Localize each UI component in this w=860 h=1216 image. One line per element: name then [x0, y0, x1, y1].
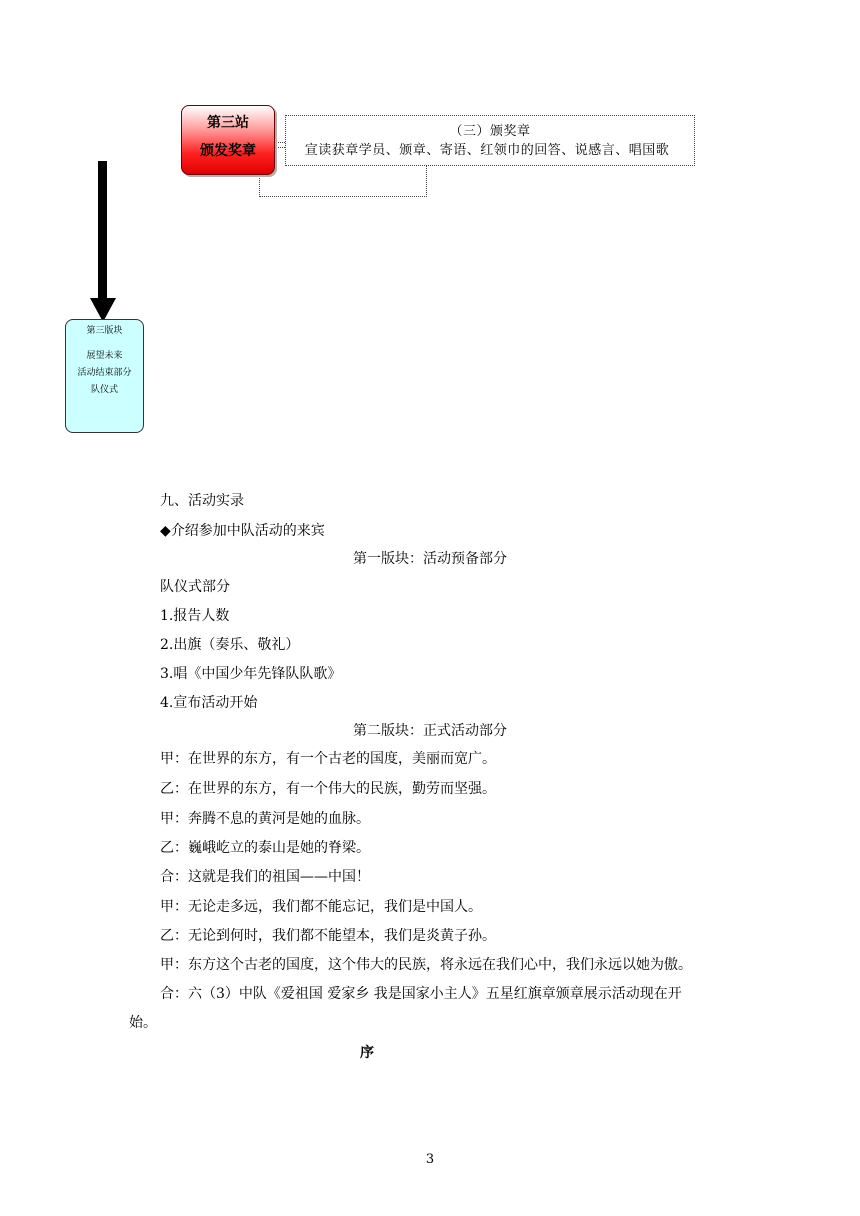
step-item: 4.宣布活动开始 — [160, 695, 258, 711]
block-line-3: 队仪式 — [90, 385, 118, 395]
dialogue-line: 乙：在世界的东方，有一个伟大的民族，勤劳而坚强。 — [160, 781, 496, 797]
preface-heading: 序 — [360, 1045, 374, 1061]
dialogue-line: 乙：无论到何时，我们都不能望本，我们是炎黄子孙。 — [160, 928, 496, 944]
station-subtitle: 颁发奖章 — [200, 143, 256, 159]
dialogue-line: 甲：奔腾不息的黄河是她的血脉。 — [160, 811, 370, 827]
block-line-1: 展望未来 — [86, 351, 123, 361]
dialogue-line: 合：这就是我们的祖国——中国！ — [160, 869, 370, 885]
ceremony-heading: 队仪式部分 — [160, 579, 230, 595]
dialogue-line: 乙：巍峨屹立的泰山是她的脊梁。 — [160, 840, 370, 856]
closing-line: 合：六（3）中队《爱祖国 爱家乡 我是国家小主人》五星红旗章颁章展示活动现在开 — [160, 986, 682, 1002]
dialogue-line: 甲：无论走多远，我们都不能忘记，我们是中国人。 — [160, 899, 482, 915]
closing-line-end: 始。 — [129, 1015, 157, 1031]
step-item: 1.报告人数 — [160, 608, 230, 624]
down-arrow-shaft — [98, 161, 107, 301]
guests-intro: ◆介绍参加中队活动的来宾 — [160, 523, 325, 539]
step-item: 3.唱《中国少年先锋队队歌》 — [160, 666, 342, 682]
dialogue-line: 甲：东方这个古老的国度，这个伟大的民族，将永远在我们心中，我们永远以她为傲。 — [160, 957, 692, 973]
station-three-box — [181, 105, 275, 175]
page-number: 3 — [425, 1152, 435, 1167]
part-one-title: 第一版块：活动预备部分 — [353, 551, 507, 567]
third-section-block — [65, 319, 144, 433]
station-title: 第三站 — [207, 115, 249, 131]
step-item: 2.出旗（奏乐、敬礼） — [160, 637, 300, 653]
block-title: 第三版块 — [86, 326, 123, 336]
award-box-title: （三）颁奖章 — [449, 124, 531, 139]
dialogue-line: 甲：在世界的东方，有一个古老的国度，美丽而宽广。 — [160, 751, 496, 767]
section-heading: 九、活动实录 — [160, 493, 244, 509]
award-box-text: 宣读获章学员、颁章、寄语、红领巾的回答、说感言、唱国歌 — [304, 143, 670, 158]
block-line-2: 活动结束部分 — [77, 368, 132, 378]
award-description-box — [285, 115, 695, 166]
part-two-title: 第二版块：正式活动部分 — [353, 723, 507, 739]
